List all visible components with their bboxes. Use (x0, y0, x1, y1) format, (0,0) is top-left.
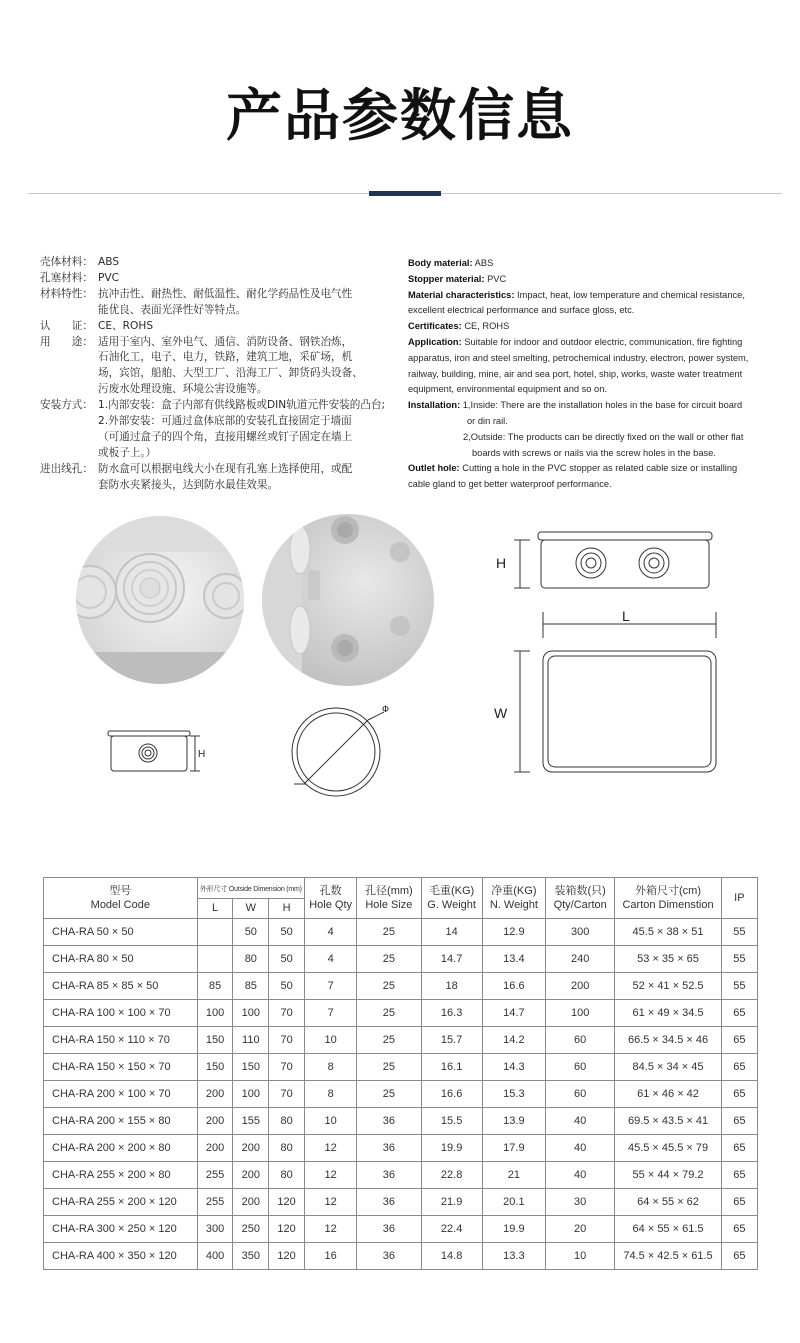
diameter-drawing (292, 708, 384, 796)
table-cell-l: 200 (197, 1135, 233, 1162)
table-cell-nw: 15.3 (482, 1081, 545, 1108)
table-cell-ip: 65 (721, 1162, 757, 1189)
table-cell-ip: 65 (721, 1054, 757, 1081)
cn-spec-line: 污废水处理设施、环境公害设施等。 (98, 383, 268, 396)
table-cell-nw: 16.6 (482, 973, 545, 1000)
table-cell-holes: 12 (305, 1189, 357, 1216)
cn-spec-line: CE、ROHS (98, 319, 154, 332)
table-cell-l: 400 (197, 1243, 233, 1270)
table-cell-h: 50 (269, 919, 305, 946)
table-cell-h: 80 (269, 1135, 305, 1162)
table-cell-holes: 7 (305, 1000, 357, 1027)
table-cell-holes: 4 (305, 919, 357, 946)
table-cell-model: CHA-RA 400 × 350 × 120 (44, 1243, 198, 1270)
cn-spec-value (98, 255, 400, 271)
table-cell-gw: 21.9 (421, 1189, 482, 1216)
table-row (44, 1108, 758, 1135)
table-cell-w: 50 (233, 919, 269, 946)
table-cell-w: 85 (233, 973, 269, 1000)
cn-spec-row (40, 398, 400, 462)
dimension-label-w: W (494, 705, 508, 721)
table-cell-model: CHA-RA 200 × 100 × 70 (44, 1081, 198, 1108)
table-cell-nw: 19.9 (482, 1216, 545, 1243)
table-cell-holes: 7 (305, 973, 357, 1000)
table-cell-carton: 53 × 35 × 65 (615, 946, 721, 973)
table-cell-carton: 61 × 46 × 42 (615, 1081, 721, 1108)
table-cell-h: 70 (269, 1027, 305, 1054)
spec-label: Installation: (408, 400, 461, 411)
cn-spec-line: PVC (98, 271, 120, 284)
table-cell-size: 36 (357, 1216, 421, 1243)
english-specs (408, 256, 768, 493)
front-elevation-drawing (514, 532, 712, 588)
table-cell-h: 80 (269, 1108, 305, 1135)
closeup-photo-2 (262, 514, 434, 694)
table-cell-l: 150 (197, 1027, 233, 1054)
spec-value: boards with screws or nails via the screw holes in the base. (472, 447, 716, 458)
top-view-drawing (514, 612, 716, 772)
table-cell-l: 100 (197, 1000, 233, 1027)
table-cell-gw: 14.8 (421, 1243, 482, 1270)
header-net-weight: 净重(KG) N. Weight (482, 878, 545, 919)
table-cell-w: 150 (233, 1054, 269, 1081)
table-cell-size: 25 (357, 1054, 421, 1081)
table-cell-model: CHA-RA 85 × 85 × 50 (44, 973, 198, 1000)
divider-accent (369, 191, 441, 196)
table-cell-qty: 10 (546, 1243, 615, 1270)
table-cell-qty: 300 (546, 919, 615, 946)
cn-spec-row (40, 255, 400, 271)
spec-value: ABS (474, 258, 494, 268)
table-cell-l: 200 (197, 1108, 233, 1135)
cn-spec-row (40, 335, 400, 399)
side-view-drawing (108, 731, 200, 771)
table-cell-carton: 74.5 × 42.5 × 61.5 (615, 1243, 721, 1270)
spec-table (43, 877, 758, 1270)
table-cell-carton: 64 × 55 × 62 (615, 1189, 721, 1216)
spec-value: Impact, heat, low temperature and chemical resistance, (517, 289, 745, 300)
cn-spec-label: 壳体材料： (40, 256, 93, 268)
cn-spec-label: 安装方式： (40, 399, 93, 412)
header-gross-weight: 毛重(KG) G. Weight (421, 878, 482, 919)
spec-label: Application: (408, 336, 462, 347)
table-cell-gw: 15.5 (421, 1108, 482, 1135)
table-cell-gw: 22.4 (421, 1216, 482, 1243)
spec-value: 2,Outside: The products can be directly fixed on the wall or other flat (463, 431, 744, 442)
cn-spec-value (98, 335, 400, 399)
cn-spec-label: 进出线孔： (40, 462, 93, 475)
table-cell-carton: 64 × 55 × 61.5 (615, 1216, 721, 1243)
table-cell-gw: 16.3 (421, 1000, 482, 1027)
table-cell-l: 255 (197, 1162, 233, 1189)
table-row (44, 946, 758, 973)
spec-value: cable gland to get better waterproof performance. (408, 479, 612, 490)
spec-value: Suitable for indoor and outdoor electric, communication, fire fighting (464, 336, 743, 347)
spec-label: Body material: (408, 258, 473, 268)
cn-spec-line: 1.内部安装：盒子内部有供线路板或DIN轨道元件安装的凸台; (98, 399, 386, 412)
cn-spec-line: 适用于室内、室外电气、通信、消防设备、钢铁冶炼， (98, 335, 353, 348)
table-cell-qty: 240 (546, 946, 615, 973)
table-cell-nw: 14.2 (482, 1027, 545, 1054)
table-cell-qty: 40 (546, 1108, 615, 1135)
table-cell-w: 110 (233, 1027, 269, 1054)
cn-spec-row (40, 462, 400, 494)
table-cell-h: 70 (269, 1000, 305, 1027)
table-cell-model: CHA-RA 100 × 100 × 70 (44, 1000, 198, 1027)
table-cell-qty: 60 (546, 1027, 615, 1054)
spec-value: equipment, environmental equipment and so on. (408, 384, 607, 395)
table-cell-ip: 65 (721, 1081, 757, 1108)
table-cell-h: 70 (269, 1081, 305, 1108)
table-cell-h: 80 (269, 1162, 305, 1189)
table-cell-size: 25 (357, 946, 421, 973)
table-cell-ip: 65 (721, 1000, 757, 1027)
table-cell-h: 120 (269, 1216, 305, 1243)
table-cell-carton: 61 × 49 × 34.5 (615, 1000, 721, 1027)
table-cell-size: 36 (357, 1243, 421, 1270)
table-cell-gw: 18 (421, 973, 482, 1000)
table-cell-nw: 13.4 (482, 946, 545, 973)
table-cell-carton: 84.5 × 34 × 45 (615, 1054, 721, 1081)
spec-label: Stopper material: (408, 273, 485, 284)
table-cell-qty: 40 (546, 1162, 615, 1189)
cn-spec-row (40, 271, 400, 287)
table-cell-carton: 69.5 × 43.5 × 41 (615, 1108, 721, 1135)
header-model: 型号 Model Code (44, 878, 198, 919)
table-cell-w: 80 (233, 946, 269, 973)
header-w: W (233, 898, 269, 919)
table-cell-holes: 10 (305, 1108, 357, 1135)
table-cell-size: 25 (357, 919, 421, 946)
table-cell-carton: 45.5 × 45.5 × 79 (615, 1135, 721, 1162)
cn-spec-line: 套防水夹紧接头，达到防水最佳效果。 (98, 478, 279, 491)
table-cell-holes: 4 (305, 946, 357, 973)
table-cell-gw: 14 (421, 919, 482, 946)
spec-label: Outlet hole: (408, 463, 460, 474)
table-cell-model: CHA-RA 200 × 200 × 80 (44, 1135, 198, 1162)
table-cell-l: 255 (197, 1189, 233, 1216)
header-l: L (197, 898, 233, 919)
table-cell-qty: 40 (546, 1135, 615, 1162)
table-row (44, 1243, 758, 1270)
table-row (44, 1216, 758, 1243)
table-cell-model: CHA-RA 255 × 200 × 120 (44, 1189, 198, 1216)
dimension-label-h: H (496, 555, 507, 571)
table-cell-nw: 14.3 (482, 1054, 545, 1081)
dimension-label-l: L (622, 608, 630, 624)
table-cell-qty: 100 (546, 1000, 615, 1027)
cn-spec-line: ABS (98, 256, 120, 268)
table-cell-nw: 13.9 (482, 1108, 545, 1135)
table-cell-model: CHA-RA 150 × 150 × 70 (44, 1054, 198, 1081)
cn-spec-value (98, 319, 400, 335)
table-cell-holes: 12 (305, 1162, 357, 1189)
cn-spec-value (98, 287, 400, 319)
header-hole-qty: 孔数 Hole Qty (305, 878, 357, 919)
header-hole-size: 孔径(mm) Hole Size (357, 878, 421, 919)
table-cell-l: 85 (197, 973, 233, 1000)
table-cell-l: 300 (197, 1216, 233, 1243)
chinese-specs (40, 255, 400, 494)
table-row (44, 1135, 758, 1162)
table-cell-gw: 22.8 (421, 1162, 482, 1189)
table-row (44, 1162, 758, 1189)
spec-value: railway, building, mine, air and sea port, hotel, ship, works, waste water treatment (408, 368, 743, 379)
page-title: 产品参数信息 (226, 84, 574, 149)
cn-spec-row (40, 319, 400, 335)
table-cell-h: 120 (269, 1243, 305, 1270)
table-row (44, 1000, 758, 1027)
table-cell-size: 36 (357, 1108, 421, 1135)
table-cell-ip: 55 (721, 973, 757, 1000)
cn-spec-label: 用 途： (40, 335, 93, 348)
cn-spec-value (98, 462, 400, 494)
table-cell-nw: 13.3 (482, 1243, 545, 1270)
spec-label: Certificates: (408, 321, 462, 332)
cn-spec-label: 材料特性： (40, 287, 93, 300)
table-cell-model: CHA-RA 255 × 200 × 80 (44, 1162, 198, 1189)
cn-spec-line: 防水盒可以根据电线大小在现有孔塞上选择使用，或配 (98, 462, 353, 475)
table-cell-model: CHA-RA 80 × 50 (44, 946, 198, 973)
table-cell-ip: 65 (721, 1216, 757, 1243)
table-cell-holes: 16 (305, 1243, 357, 1270)
table-cell-w: 100 (233, 1000, 269, 1027)
header-h: H (269, 898, 305, 919)
table-cell-qty: 30 (546, 1189, 615, 1216)
table-cell-h: 120 (269, 1189, 305, 1216)
table-cell-ip: 55 (721, 919, 757, 946)
table-cell-ip: 65 (721, 1108, 757, 1135)
table-cell-qty: 60 (546, 1054, 615, 1081)
table-cell-gw: 16.6 (421, 1081, 482, 1108)
table-cell-size: 36 (357, 1135, 421, 1162)
table-cell-carton: 52 × 41 × 52.5 (615, 973, 721, 1000)
header-qty-carton: 装箱数(只) Qty/Carton (546, 878, 615, 919)
table-cell-ip: 65 (721, 1027, 757, 1054)
cn-spec-line: 2.外部安装：可通过盒体底部的安装孔直接固定于墙面 (98, 415, 352, 428)
cn-spec-value (98, 271, 400, 287)
table-cell-gw: 16.1 (421, 1054, 482, 1081)
cn-spec-value (98, 398, 400, 462)
table-cell-qty: 60 (546, 1081, 615, 1108)
table-row (44, 1189, 758, 1216)
table-cell-gw: 15.7 (421, 1027, 482, 1054)
table-cell-h: 50 (269, 973, 305, 1000)
table-cell-carton: 45.5 × 38 × 51 (615, 919, 721, 946)
table-cell-holes: 8 (305, 1081, 357, 1108)
table-cell-size: 25 (357, 1000, 421, 1027)
table-cell-w: 250 (233, 1216, 269, 1243)
header-carton-dimension: 外箱尺寸(cm) Carton Dimenstion (615, 878, 721, 919)
table-row (44, 919, 758, 946)
header-dimension: 外形尺寸 Outside Dimension (mm) (197, 878, 304, 899)
table-cell-ip: 55 (721, 946, 757, 973)
cn-spec-line: 石油化工，电子、电力，铁路，建筑工地，采矿场，机 (98, 351, 353, 364)
table-cell-l: 200 (197, 1081, 233, 1108)
table-cell-holes: 10 (305, 1027, 357, 1054)
table-cell-l (197, 946, 233, 973)
table-cell-holes: 8 (305, 1054, 357, 1081)
table-cell-nw: 20.1 (482, 1189, 545, 1216)
header-ip: IP (721, 878, 757, 919)
table-cell-nw: 14.7 (482, 1000, 545, 1027)
table-cell-qty: 20 (546, 1216, 615, 1243)
spec-value: 1,Inside: There are the installation holes in the base for circuit board (462, 400, 743, 411)
cn-spec-label: 认 证： (40, 319, 93, 332)
table-cell-nw: 17.9 (482, 1135, 545, 1162)
table-cell-l (197, 919, 233, 946)
table-cell-w: 155 (233, 1108, 269, 1135)
cn-spec-line: 场，宾馆，船舶、大型工厂、沿海工厂、卸货码头设备、 (98, 367, 363, 380)
table-cell-ip: 65 (721, 1189, 757, 1216)
table-cell-ip: 65 (721, 1135, 757, 1162)
table-cell-l: 150 (197, 1054, 233, 1081)
table-cell-holes: 12 (305, 1216, 357, 1243)
table-cell-w: 200 (233, 1162, 269, 1189)
table-cell-gw: 14.7 (421, 946, 482, 973)
table-cell-size: 36 (357, 1189, 421, 1216)
table-cell-model: CHA-RA 300 × 250 × 120 (44, 1216, 198, 1243)
cn-spec-line: 或板子上。） (98, 446, 157, 459)
cn-spec-line: 抗冲击性、耐热性、耐低温性、耐化学药品性及电气性 (98, 287, 353, 300)
table-cell-holes: 12 (305, 1135, 357, 1162)
table-cell-nw: 12.9 (482, 919, 545, 946)
table-cell-carton: 66.5 × 34.5 × 46 (615, 1027, 721, 1054)
spec-value: apparatus, iron and steel smelting, petrochemical industry, electron, power system, (408, 352, 749, 363)
table-cell-qty: 200 (546, 973, 615, 1000)
table-cell-ip: 65 (721, 1243, 757, 1270)
cn-spec-line: 能优良、表面光泽性好等特点。 (98, 303, 247, 316)
closeup-photo-1 (64, 516, 250, 692)
table-cell-nw: 21 (482, 1162, 545, 1189)
table-cell-model: CHA-RA 200 × 155 × 80 (44, 1108, 198, 1135)
spec-value: excellent electrical performance and surface gloss, etc. (408, 305, 635, 316)
cn-spec-row (40, 287, 400, 319)
spec-label: Material characteristics: (408, 289, 515, 300)
table-cell-w: 200 (233, 1189, 269, 1216)
spec-value: PVC (487, 273, 507, 284)
table-cell-gw: 19.9 (421, 1135, 482, 1162)
table-cell-w: 100 (233, 1081, 269, 1108)
table-cell-h: 50 (269, 946, 305, 973)
dimension-label-h-small: H (198, 749, 206, 760)
product-illustrations (0, 500, 800, 820)
cn-spec-label: 孔塞材料： (40, 271, 93, 284)
table-cell-size: 36 (357, 1162, 421, 1189)
table-row (44, 1027, 758, 1054)
spec-value: CE, ROHS (464, 321, 510, 332)
table-cell-size: 25 (357, 973, 421, 1000)
table-cell-h: 70 (269, 1054, 305, 1081)
spec-value: or din rail. (467, 415, 508, 426)
dimension-label-phi: Φ (382, 705, 390, 715)
cn-spec-line: （可通过盒子的四个角，直接用螺丝或钉子固定在墙上 (98, 430, 353, 443)
table-row (44, 973, 758, 1000)
table-row (44, 1081, 758, 1108)
table-cell-w: 350 (233, 1243, 269, 1270)
table-cell-model: CHA-RA 50 × 50 (44, 919, 198, 946)
table-cell-model: CHA-RA 150 × 110 × 70 (44, 1027, 198, 1054)
table-cell-size: 25 (357, 1027, 421, 1054)
spec-value: Cutting a hole in the PVC stopper as related cable size or installing (462, 463, 738, 474)
table-row (44, 1054, 758, 1081)
table-cell-w: 200 (233, 1135, 269, 1162)
table-cell-carton: 55 × 44 × 79.2 (615, 1162, 721, 1189)
table-cell-size: 25 (357, 1081, 421, 1108)
